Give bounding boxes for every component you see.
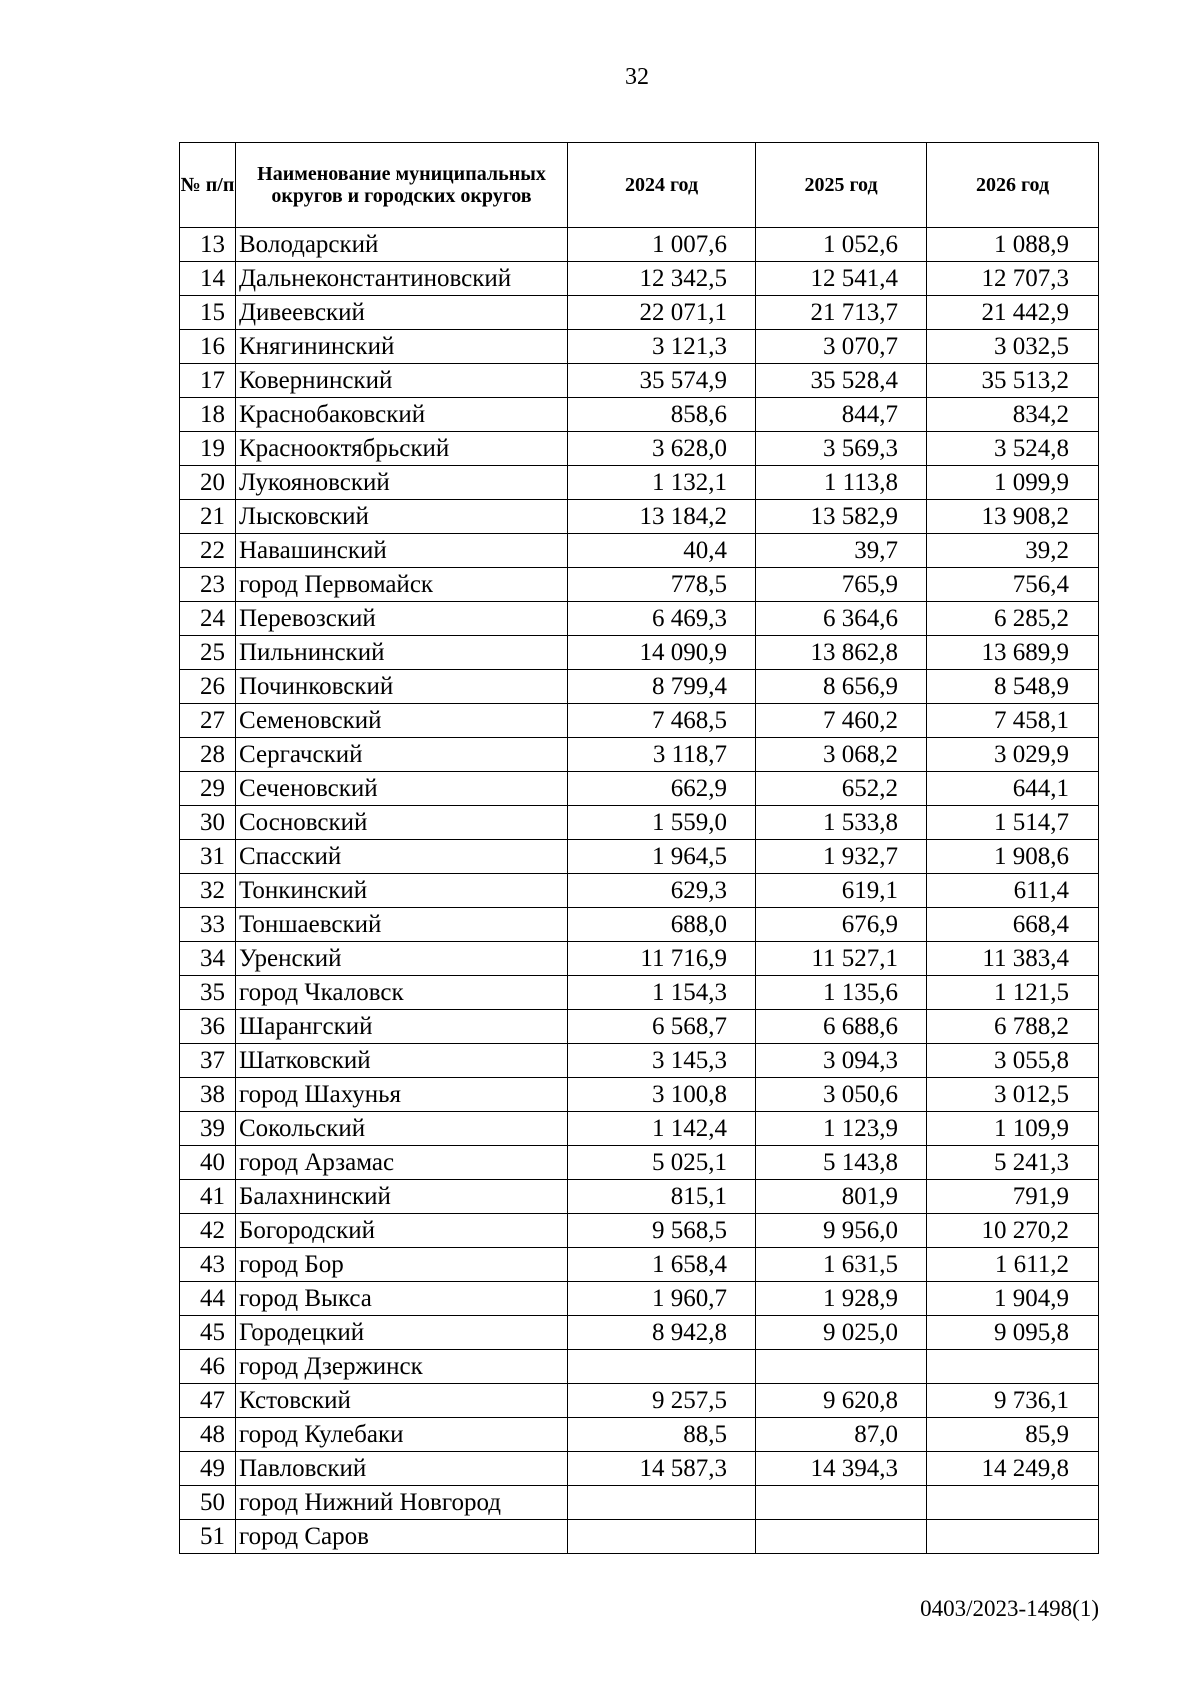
row-number: 19 xyxy=(180,432,236,466)
row-name: Дивеевский xyxy=(236,296,568,330)
row-number: 35 xyxy=(180,976,236,1010)
row-value-2025: 1 135,6 xyxy=(756,976,927,1010)
row-value-2026: 6 285,2 xyxy=(927,602,1099,636)
row-value-2026: 3 032,5 xyxy=(927,330,1099,364)
row-name: Шарангский xyxy=(236,1010,568,1044)
row-value-2026: 1 514,7 xyxy=(927,806,1099,840)
row-value-2024: 1 007,6 xyxy=(568,228,756,262)
row-name: Кстовский xyxy=(236,1384,568,1418)
row-number: 39 xyxy=(180,1112,236,1146)
row-name: Княгининский xyxy=(236,330,568,364)
row-name: Богородский xyxy=(236,1214,568,1248)
row-name: город Первомайск xyxy=(236,568,568,602)
row-number: 25 xyxy=(180,636,236,670)
row-name: город Шахунья xyxy=(236,1078,568,1112)
row-name: Краснобаковский xyxy=(236,398,568,432)
row-number: 45 xyxy=(180,1316,236,1350)
table-row xyxy=(180,1146,1099,1180)
row-number: 51 xyxy=(180,1520,236,1554)
table-row xyxy=(180,704,1099,738)
row-value-2026: 9 095,8 xyxy=(927,1316,1099,1350)
table-row xyxy=(180,262,1099,296)
row-value-2025: 8 656,9 xyxy=(756,670,927,704)
row-number: 36 xyxy=(180,1010,236,1044)
row-value-2026: 3 055,8 xyxy=(927,1044,1099,1078)
row-number: 14 xyxy=(180,262,236,296)
row-value-2024: 13 184,2 xyxy=(568,500,756,534)
row-number: 44 xyxy=(180,1282,236,1316)
table-row xyxy=(180,1418,1099,1452)
row-name: Сергачский xyxy=(236,738,568,772)
table-row xyxy=(180,806,1099,840)
row-name: Володарский xyxy=(236,228,568,262)
table-row xyxy=(180,1316,1099,1350)
row-value-2026: 3 012,5 xyxy=(927,1078,1099,1112)
row-value-2026: 1 611,2 xyxy=(927,1248,1099,1282)
table-row xyxy=(180,1384,1099,1418)
row-name: Уренский xyxy=(236,942,568,976)
row-number: 15 xyxy=(180,296,236,330)
row-name: город Выкса xyxy=(236,1282,568,1316)
table-row xyxy=(180,500,1099,534)
row-value-2025: 11 527,1 xyxy=(756,942,927,976)
table-row xyxy=(180,1282,1099,1316)
row-value-2025: 1 631,5 xyxy=(756,1248,927,1282)
row-number: 23 xyxy=(180,568,236,602)
row-value-2024 xyxy=(568,1350,756,1384)
table-row xyxy=(180,1010,1099,1044)
row-value-2026 xyxy=(927,1486,1099,1520)
row-number: 33 xyxy=(180,908,236,942)
row-value-2024: 778,5 xyxy=(568,568,756,602)
row-name: Сеченовский xyxy=(236,772,568,806)
row-value-2025: 1 928,9 xyxy=(756,1282,927,1316)
row-number: 29 xyxy=(180,772,236,806)
row-name: город Чкаловск xyxy=(236,976,568,1010)
row-value-2026: 21 442,9 xyxy=(927,296,1099,330)
table-row xyxy=(180,670,1099,704)
row-name: Спасский xyxy=(236,840,568,874)
table-row xyxy=(180,568,1099,602)
row-value-2026: 1 099,9 xyxy=(927,466,1099,500)
row-value-2024: 3 628,0 xyxy=(568,432,756,466)
row-value-2025: 7 460,2 xyxy=(756,704,927,738)
row-name: Семеновский xyxy=(236,704,568,738)
table-row xyxy=(180,772,1099,806)
row-name: город Саров xyxy=(236,1520,568,1554)
header-row xyxy=(180,143,1099,228)
row-name: Тонкинский xyxy=(236,874,568,908)
row-value-2026: 13 689,9 xyxy=(927,636,1099,670)
row-number: 41 xyxy=(180,1180,236,1214)
row-value-2025: 1 123,9 xyxy=(756,1112,927,1146)
table-row xyxy=(180,1486,1099,1520)
row-value-2024: 40,4 xyxy=(568,534,756,568)
table-row xyxy=(180,942,1099,976)
row-value-2025: 765,9 xyxy=(756,568,927,602)
row-value-2026: 12 707,3 xyxy=(927,262,1099,296)
row-value-2024: 1 132,1 xyxy=(568,466,756,500)
row-name: Починковский xyxy=(236,670,568,704)
row-value-2025: 652,2 xyxy=(756,772,927,806)
row-number: 18 xyxy=(180,398,236,432)
row-name: Ковернинский xyxy=(236,364,568,398)
row-value-2024: 1 559,0 xyxy=(568,806,756,840)
table-row xyxy=(180,1044,1099,1078)
table-row xyxy=(180,1452,1099,1486)
row-value-2026: 13 908,2 xyxy=(927,500,1099,534)
row-value-2024: 22 071,1 xyxy=(568,296,756,330)
header-2024: 2024 год xyxy=(568,143,756,228)
row-value-2026: 3 524,8 xyxy=(927,432,1099,466)
row-value-2025: 87,0 xyxy=(756,1418,927,1452)
row-name: Краснооктябрьский xyxy=(236,432,568,466)
row-value-2026: 756,4 xyxy=(927,568,1099,602)
table-row xyxy=(180,1078,1099,1112)
row-value-2025: 5 143,8 xyxy=(756,1146,927,1180)
row-value-2024 xyxy=(568,1520,756,1554)
row-value-2025 xyxy=(756,1486,927,1520)
row-number: 22 xyxy=(180,534,236,568)
row-value-2024: 629,3 xyxy=(568,874,756,908)
row-name: Перевозский xyxy=(236,602,568,636)
row-value-2026: 11 383,4 xyxy=(927,942,1099,976)
row-number: 34 xyxy=(180,942,236,976)
row-number: 47 xyxy=(180,1384,236,1418)
row-name: город Бор xyxy=(236,1248,568,1282)
row-name: Пильнинский xyxy=(236,636,568,670)
row-name: Навашинский xyxy=(236,534,568,568)
table-row xyxy=(180,1350,1099,1384)
row-value-2025: 12 541,4 xyxy=(756,262,927,296)
row-value-2024: 8 799,4 xyxy=(568,670,756,704)
row-value-2025: 13 862,8 xyxy=(756,636,927,670)
row-name: город Кулебаки xyxy=(236,1418,568,1452)
row-name: город Арзамас xyxy=(236,1146,568,1180)
row-value-2025: 1 932,7 xyxy=(756,840,927,874)
row-number: 40 xyxy=(180,1146,236,1180)
row-value-2024: 6 568,7 xyxy=(568,1010,756,1044)
row-value-2025: 3 070,7 xyxy=(756,330,927,364)
row-number: 21 xyxy=(180,500,236,534)
row-value-2024: 6 469,3 xyxy=(568,602,756,636)
row-value-2025: 9 956,0 xyxy=(756,1214,927,1248)
row-number: 27 xyxy=(180,704,236,738)
row-value-2025: 3 050,6 xyxy=(756,1078,927,1112)
row-value-2024: 9 257,5 xyxy=(568,1384,756,1418)
table-row xyxy=(180,466,1099,500)
row-value-2024: 1 154,3 xyxy=(568,976,756,1010)
row-value-2024: 1 658,4 xyxy=(568,1248,756,1282)
table-row xyxy=(180,602,1099,636)
table-row xyxy=(180,1112,1099,1146)
row-value-2025: 9 620,8 xyxy=(756,1384,927,1418)
row-value-2026: 611,4 xyxy=(927,874,1099,908)
row-value-2026: 1 904,9 xyxy=(927,1282,1099,1316)
row-number: 30 xyxy=(180,806,236,840)
row-value-2026 xyxy=(927,1520,1099,1554)
row-value-2024: 3 118,7 xyxy=(568,738,756,772)
row-value-2026: 834,2 xyxy=(927,398,1099,432)
row-number: 49 xyxy=(180,1452,236,1486)
row-value-2024: 662,9 xyxy=(568,772,756,806)
row-number: 46 xyxy=(180,1350,236,1384)
row-value-2025: 6 688,6 xyxy=(756,1010,927,1044)
row-value-2026: 644,1 xyxy=(927,772,1099,806)
row-value-2025: 21 713,7 xyxy=(756,296,927,330)
row-value-2025: 1 533,8 xyxy=(756,806,927,840)
row-value-2025: 619,1 xyxy=(756,874,927,908)
row-value-2026: 668,4 xyxy=(927,908,1099,942)
table-row xyxy=(180,738,1099,772)
row-name: город Дзержинск xyxy=(236,1350,568,1384)
row-value-2025: 3 068,2 xyxy=(756,738,927,772)
row-value-2026: 6 788,2 xyxy=(927,1010,1099,1044)
row-value-2025: 1 113,8 xyxy=(756,466,927,500)
allocation-table xyxy=(179,142,1099,1554)
table-row xyxy=(180,874,1099,908)
row-value-2024: 9 568,5 xyxy=(568,1214,756,1248)
table-row xyxy=(180,976,1099,1010)
row-name: Шатковский xyxy=(236,1044,568,1078)
row-number: 20 xyxy=(180,466,236,500)
row-value-2024: 14 090,9 xyxy=(568,636,756,670)
row-number: 28 xyxy=(180,738,236,772)
table-row xyxy=(180,1180,1099,1214)
table-row xyxy=(180,330,1099,364)
row-value-2026: 3 029,9 xyxy=(927,738,1099,772)
row-value-2024 xyxy=(568,1486,756,1520)
table-row xyxy=(180,296,1099,330)
row-value-2024: 858,6 xyxy=(568,398,756,432)
row-value-2025 xyxy=(756,1350,927,1384)
row-value-2026: 85,9 xyxy=(927,1418,1099,1452)
row-value-2025 xyxy=(756,1520,927,1554)
row-number: 32 xyxy=(180,874,236,908)
row-value-2024: 88,5 xyxy=(568,1418,756,1452)
row-value-2024: 12 342,5 xyxy=(568,262,756,296)
row-value-2024: 14 587,3 xyxy=(568,1452,756,1486)
row-value-2024: 1 142,4 xyxy=(568,1112,756,1146)
row-value-2026: 14 249,8 xyxy=(927,1452,1099,1486)
table-row xyxy=(180,364,1099,398)
row-value-2026: 1 121,5 xyxy=(927,976,1099,1010)
row-name: Балахнинский xyxy=(236,1180,568,1214)
row-number: 16 xyxy=(180,330,236,364)
table-row xyxy=(180,840,1099,874)
row-value-2025: 801,9 xyxy=(756,1180,927,1214)
row-value-2026: 791,9 xyxy=(927,1180,1099,1214)
row-number: 26 xyxy=(180,670,236,704)
row-name: Павловский xyxy=(236,1452,568,1486)
row-name: Сосновский xyxy=(236,806,568,840)
row-value-2026: 1 088,9 xyxy=(927,228,1099,262)
row-number: 13 xyxy=(180,228,236,262)
row-value-2024: 3 100,8 xyxy=(568,1078,756,1112)
header-2026: 2026 год xyxy=(927,143,1099,228)
table-row xyxy=(180,1520,1099,1554)
row-name: город Нижний Новгород xyxy=(236,1486,568,1520)
header-num: № п/п xyxy=(180,143,236,228)
row-value-2026: 10 270,2 xyxy=(927,1214,1099,1248)
row-name: Тоншаевский xyxy=(236,908,568,942)
row-value-2024: 35 574,9 xyxy=(568,364,756,398)
row-value-2026: 39,2 xyxy=(927,534,1099,568)
row-value-2024: 11 716,9 xyxy=(568,942,756,976)
row-value-2025: 676,9 xyxy=(756,908,927,942)
table-body xyxy=(180,228,1099,1554)
row-value-2025: 844,7 xyxy=(756,398,927,432)
row-number: 38 xyxy=(180,1078,236,1112)
row-name: Городецкий xyxy=(236,1316,568,1350)
table-row xyxy=(180,398,1099,432)
row-value-2024: 8 942,8 xyxy=(568,1316,756,1350)
row-value-2026: 9 736,1 xyxy=(927,1384,1099,1418)
row-name: Сокольский xyxy=(236,1112,568,1146)
row-value-2025: 13 582,9 xyxy=(756,500,927,534)
row-value-2025: 35 528,4 xyxy=(756,364,927,398)
table-row xyxy=(180,1248,1099,1282)
row-value-2025: 3 569,3 xyxy=(756,432,927,466)
table-row xyxy=(180,636,1099,670)
row-value-2024: 815,1 xyxy=(568,1180,756,1214)
row-number: 17 xyxy=(180,364,236,398)
row-value-2025: 1 052,6 xyxy=(756,228,927,262)
row-value-2025: 9 025,0 xyxy=(756,1316,927,1350)
row-value-2026: 1 908,6 xyxy=(927,840,1099,874)
table-row xyxy=(180,432,1099,466)
row-value-2026: 8 548,9 xyxy=(927,670,1099,704)
table-row xyxy=(180,228,1099,262)
row-name: Лукояновский xyxy=(236,466,568,500)
row-value-2024: 3 145,3 xyxy=(568,1044,756,1078)
row-value-2024: 7 468,5 xyxy=(568,704,756,738)
row-value-2026: 35 513,2 xyxy=(927,364,1099,398)
row-value-2025: 39,7 xyxy=(756,534,927,568)
header-name: Наименование муниципальных округов и городских округов xyxy=(236,143,568,228)
row-value-2025: 6 364,6 xyxy=(756,602,927,636)
header-2025: 2025 год xyxy=(756,143,927,228)
row-value-2026 xyxy=(927,1350,1099,1384)
row-number: 50 xyxy=(180,1486,236,1520)
table-header xyxy=(180,143,1099,228)
row-number: 42 xyxy=(180,1214,236,1248)
row-value-2026: 5 241,3 xyxy=(927,1146,1099,1180)
table-row xyxy=(180,534,1099,568)
row-value-2024: 1 960,7 xyxy=(568,1282,756,1316)
row-value-2026: 1 109,9 xyxy=(927,1112,1099,1146)
row-number: 48 xyxy=(180,1418,236,1452)
row-number: 24 xyxy=(180,602,236,636)
table-row xyxy=(180,1214,1099,1248)
row-value-2025: 3 094,3 xyxy=(756,1044,927,1078)
row-value-2024: 1 964,5 xyxy=(568,840,756,874)
row-value-2024: 3 121,3 xyxy=(568,330,756,364)
row-value-2024: 5 025,1 xyxy=(568,1146,756,1180)
row-number: 31 xyxy=(180,840,236,874)
row-number: 43 xyxy=(180,1248,236,1282)
row-value-2025: 14 394,3 xyxy=(756,1452,927,1486)
row-number: 37 xyxy=(180,1044,236,1078)
row-name: Дальнеконстантиновский xyxy=(236,262,568,296)
page-number: 32 xyxy=(625,64,649,90)
row-name: Лысковский xyxy=(236,500,568,534)
row-value-2026: 7 458,1 xyxy=(927,704,1099,738)
table-row xyxy=(180,908,1099,942)
document-code: 0403/2023-1498(1) xyxy=(920,1596,1099,1621)
row-value-2024: 688,0 xyxy=(568,908,756,942)
